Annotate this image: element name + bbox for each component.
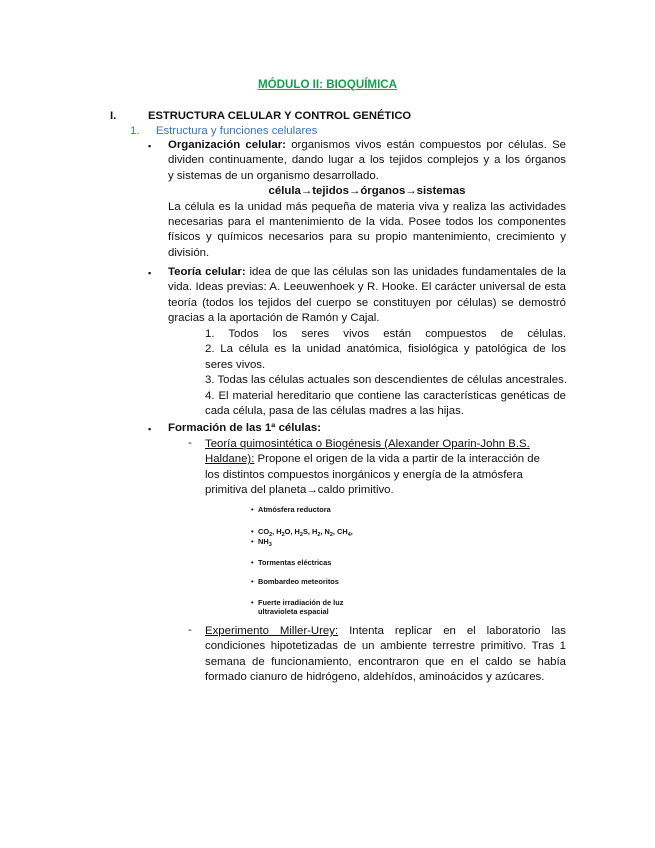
text-line: y sistemas de un organismo desarrollado. — [168, 169, 379, 182]
miller-urey-paragraph — [205, 624, 566, 686]
oparin-paragraph — [205, 437, 560, 499]
module-title: MÓDULO II: BIOQUÍMICA — [257, 78, 398, 91]
figure-item: • Atmósfera reductora — [258, 505, 331, 514]
figure-item-continued: ultravioleta espacial — [258, 607, 329, 616]
postulate-item: 1. Todos los seres vivos están compuestos de células. — [205, 328, 566, 340]
dash-icon: - — [188, 437, 192, 449]
subsection-title: Estructura y funciones celulares — [155, 125, 318, 137]
text-line: necesarias para el mantenimiento de la vida. Posee todos los componentes — [168, 216, 566, 229]
text-line: La célula es la unidad más pequeña de materia viva y realiza las actividades — [168, 200, 566, 213]
text-line: semana de funcionamiento, encontraron que en el caldo se había — [205, 655, 566, 668]
oparin-title: Teoría quimosintética o Biogénesis (Alexander Oparin-John B.S. — [205, 438, 530, 450]
arrow-icon: → — [306, 484, 318, 497]
arrow-icon: → — [300, 185, 313, 198]
text-line: físicos y químicos necesarios para su propio mantenimiento, crecimiento y — [168, 231, 566, 244]
text-line: Experimento Miller-Urey: Intenta replicar en el laboratorio las — [205, 625, 566, 637]
bullet-icon: ▪ — [148, 424, 152, 434]
text-line: dividen continuamente, dando lugar a los tejidos complejos y a los órganos — [168, 154, 566, 167]
term-teoria-celular: Teoría celular: — [168, 266, 246, 278]
text-line: gracias a la aportación de Ramón y Cajal. — [168, 312, 380, 325]
organizacion-celular-paragraph — [168, 138, 566, 261]
text-line: Organización celular: organismos vivos están compuestos por células. Se — [168, 139, 566, 151]
postulate-item: 4. El material hereditario que contiene las características genéticas de — [205, 389, 566, 402]
text-line: Haldane): Propone el origen de la vida a partir de la interacción de — [205, 453, 540, 466]
text-line — [205, 437, 560, 452]
section-title: ESTRUCTURA CELULAR Y CONTROL GENÉTICO — [148, 110, 412, 122]
text-line: primitiva del planeta→caldo primitivo. — [205, 484, 394, 497]
text-line: vida. Ideas previas: A. Leeuwenhoek y R. Hooke. El carácter universal de esta — [168, 281, 566, 294]
hierarchy-chain: célula→tejidos→órganos→sistemas — [268, 185, 466, 198]
subsection-number: 1. — [130, 125, 140, 137]
figure-item-continued: • $NH_3$ — [258, 537, 272, 550]
subsection-heading — [130, 125, 317, 137]
postulate-item: 2. La célula es la unidad anatómica, fisiológica y patológica de los — [205, 343, 566, 356]
figure-item: • Fuerte irradiación de luz — [258, 598, 343, 607]
figure-item: • Tormentas eléctricas — [258, 558, 331, 567]
text-line: teoría (todos los tejidos del cuerpo se constituyen por células) se demostró — [168, 296, 566, 309]
text-line: condiciones hipotetizadas de un ambiente terrestre primitivo. Tras 1 — [205, 640, 566, 653]
bullet-icon: ▪ — [148, 141, 152, 151]
figure-item: • Bombardeo meteoritos — [258, 577, 339, 586]
postulate-item: seres vivos. — [205, 358, 266, 371]
text-line: división. — [168, 246, 210, 259]
arrow-icon: → — [348, 185, 361, 198]
section-number: I. — [110, 110, 117, 122]
bullet-icon: ▪ — [148, 268, 152, 278]
text-line: formado cianuro de hidrógeno, aldehídos, aminoácidos y azúcares. — [205, 671, 545, 684]
teoria-celular-paragraph — [168, 265, 566, 327]
arrow-icon: → — [405, 185, 417, 198]
figure-item: • $CO_2$, $H_2O$, $H_2S$, $H_2$, $N_2$, $CH_4$, — [258, 527, 353, 540]
teoria-celular-postulates — [205, 327, 566, 419]
miller-urey-title: Experimento Miller-Urey: — [205, 625, 339, 637]
term-organizacion: Organización celular: — [168, 139, 286, 151]
dash-icon: - — [188, 624, 192, 636]
postulate-item: cada célula, pasa de las células madres a las hijas. — [205, 405, 464, 418]
postulate-item: 3. Todas las células actuales son descendientes de células ancestrales. — [205, 374, 567, 387]
text-line: los distintos compuestos inorgánicos y energía de la atmósfera — [205, 468, 523, 481]
text-line: Teoría celular: idea de que las células son las unidades fundamentales de la — [168, 266, 566, 278]
term-formacion: Formación de las 1ª células: — [168, 422, 321, 434]
